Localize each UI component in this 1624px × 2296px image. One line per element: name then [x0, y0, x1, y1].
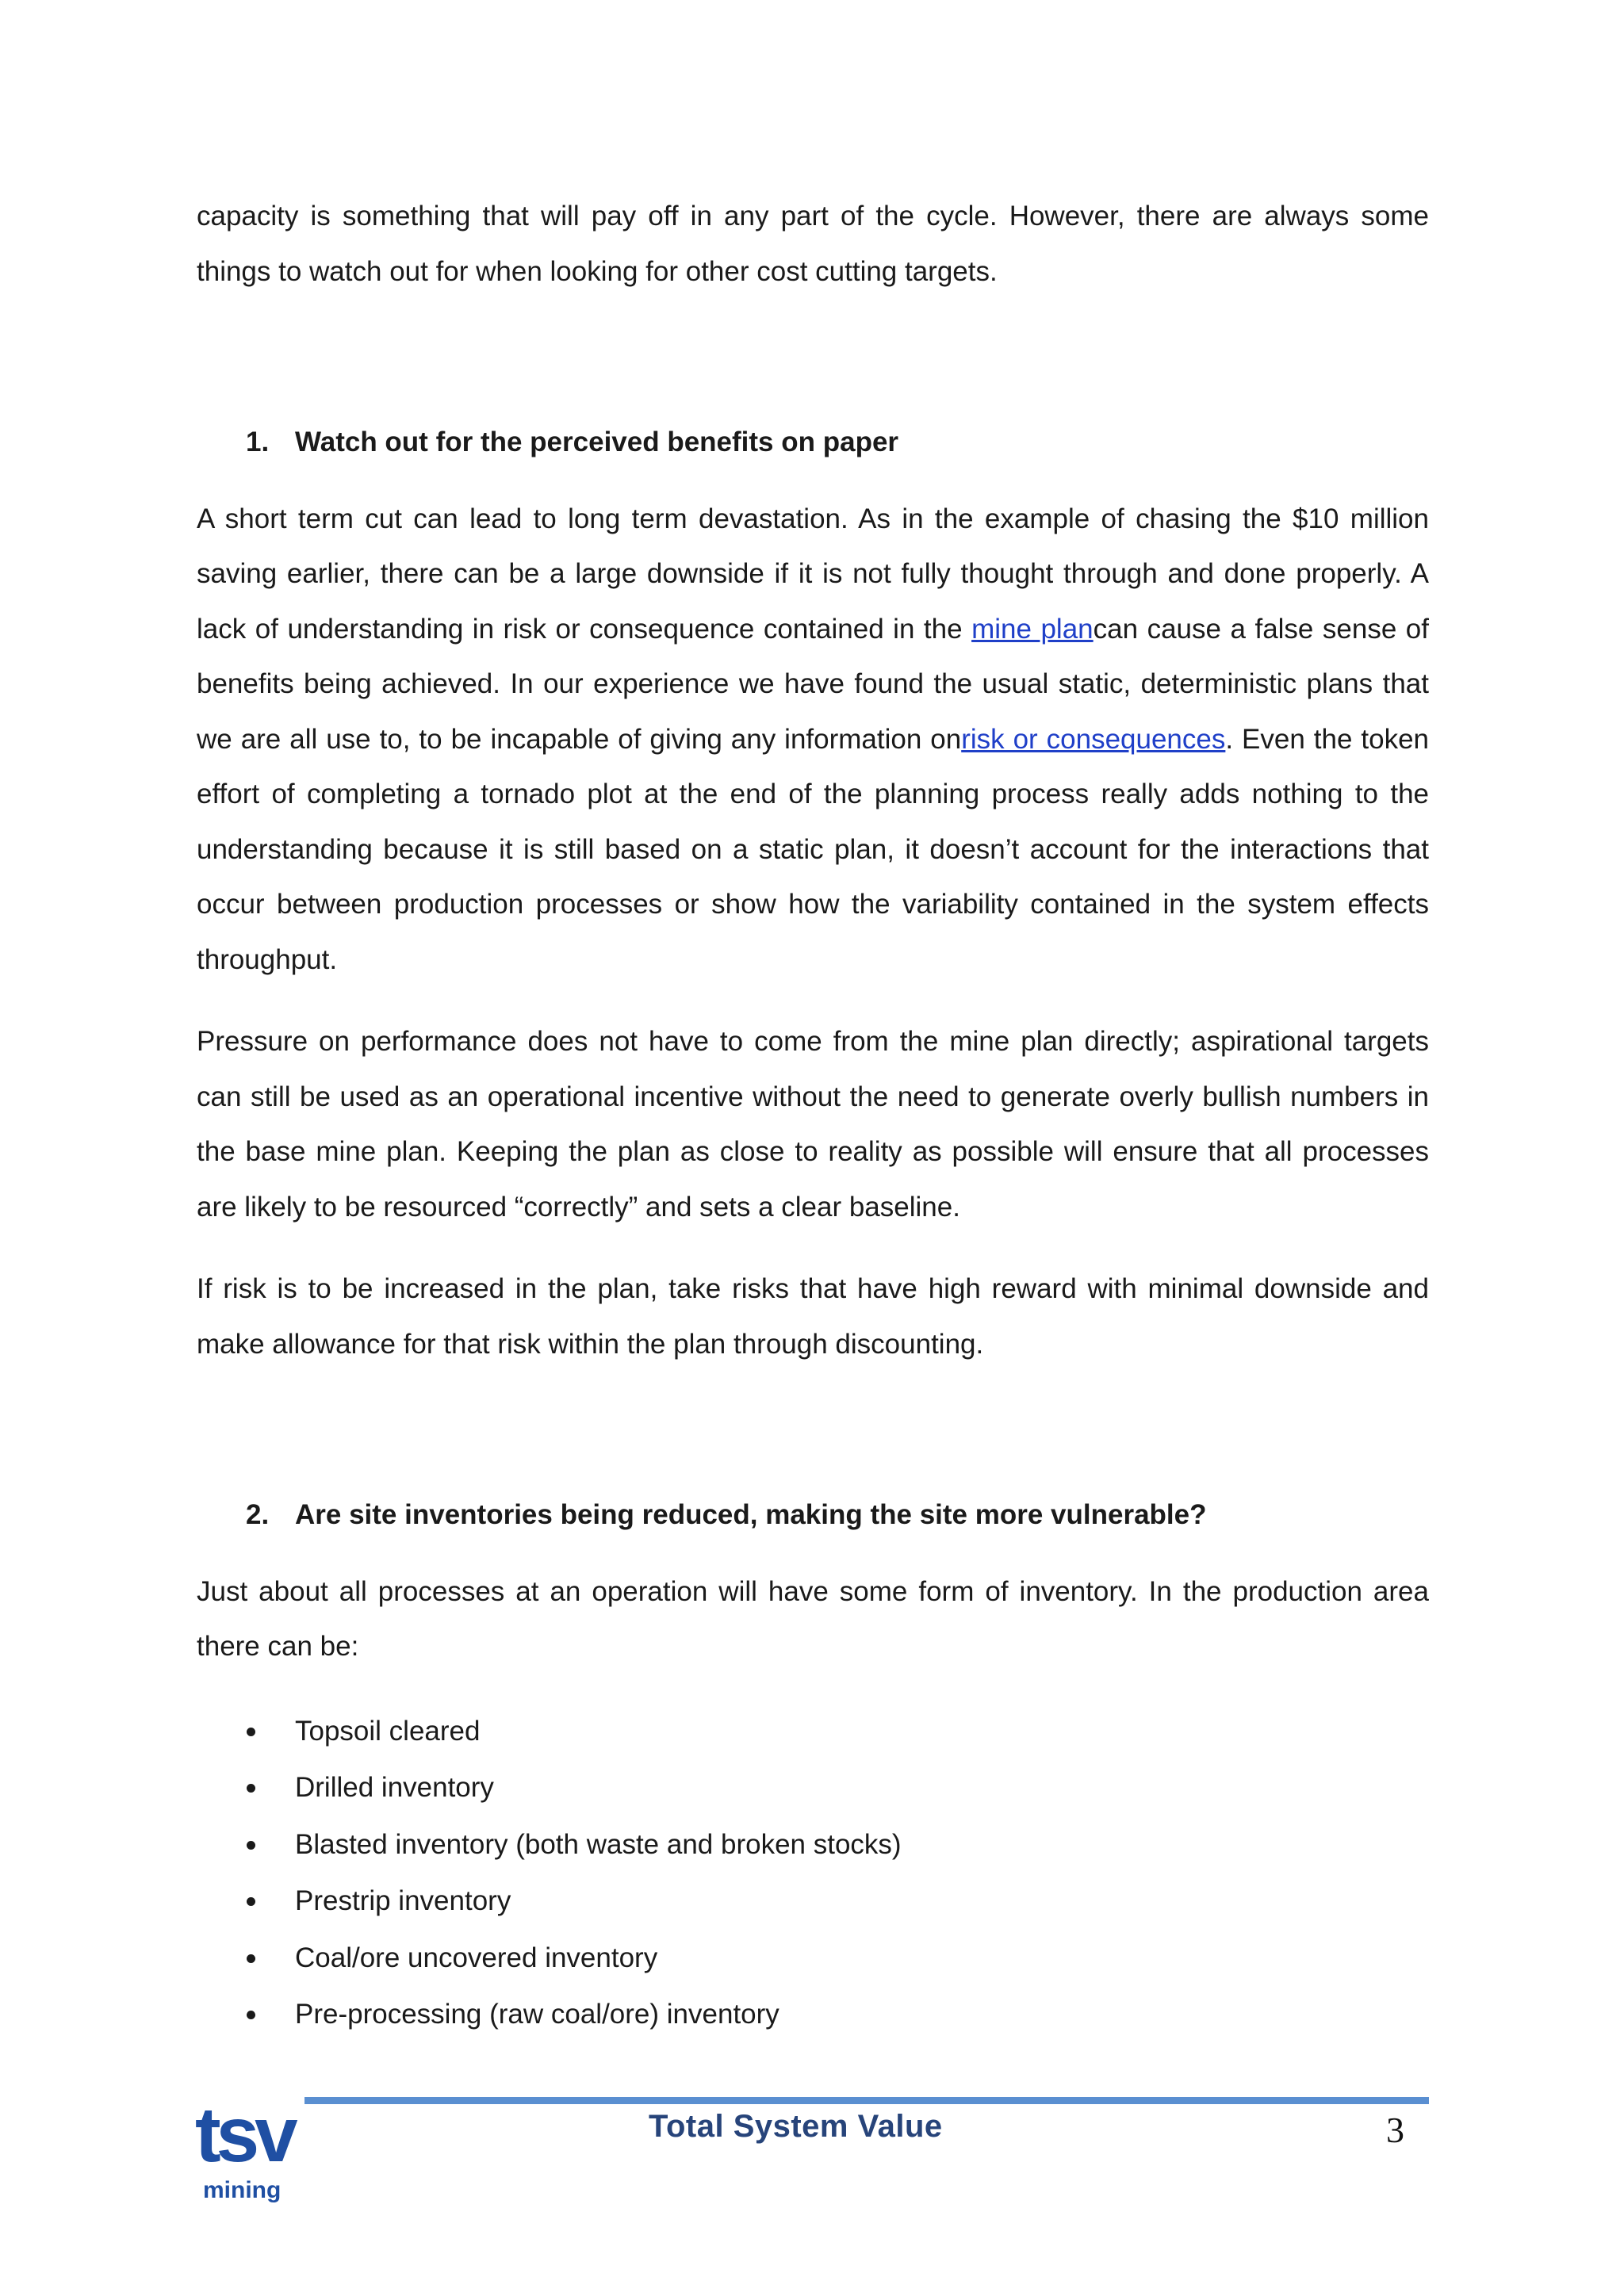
list-item — [197, 1986, 1429, 2043]
section-2-number: 2. — [246, 1499, 270, 1530]
section-1-paragraph-2: Pressure on performance does not have to come from the mine plan directly; aspirational targets can still be used as an operational incentive without the need to generate overly bullish numbers in the base mine plan. Keeping the plan as close to reality as possible will ensure that all processes are likely to be resourced “correctly” and sets a clear baseline. — [197, 1026, 1429, 1223]
logo-wordmark: tsv — [195, 2093, 293, 2178]
section-1-p1-text-c: . Even the token effort of completing a tornado plot at the end of the planning process really adds nothing to the understanding because it is still based on a static plan, it doesn’t account for the interactions that occur between production processes or show how the variability contained in the system effects throughput. — [197, 723, 1429, 975]
intro-paragraph: capacity is something that will pay off in any part of the cycle. However, there are always some things to watch out for when looking for other cost cutting targets. — [197, 201, 1429, 287]
spacer — [197, 299, 1429, 415]
section-2-paragraph-1: Just about all processes at an operation will have some form of inventory. In the production area there can be: — [197, 1575, 1429, 1662]
spacer — [197, 1372, 1429, 1487]
section-1-title: Watch out for the perceived benefits on paper — [295, 427, 899, 457]
section-2-title: Are site inventories being reduced, making the site more vulnerable? — [295, 1499, 1207, 1530]
list-item-text: Blasted inventory (both waste and broken stocks) — [295, 1828, 902, 1860]
section-1-number: 1. — [246, 427, 270, 457]
spacer — [197, 1674, 1429, 1703]
section-1-p1-text-a: A short term cut can lead to long term devastation. As in the example of chasing the $10 million saving earlier, there can be a large downside if it is not fully thought through and done properly. A lack of understanding in risk or consequence contained in the — [197, 503, 1429, 645]
spacer — [197, 987, 1429, 1014]
bullet-icon — [247, 1954, 255, 1963]
footer-divider — [304, 2097, 1429, 2104]
section-1-p1-text-b: can cause a false sense of benefits being achieved. In our experience we have found the usual static, deterministic plans that we are all use to, to be incapable of giving any information on — [197, 613, 1429, 755]
section-1-paragraph-1 — [197, 492, 1429, 988]
list-item-text: Topsoil cleared — [295, 1715, 481, 1747]
bullet-icon — [247, 2011, 255, 2019]
bullet-icon — [247, 1841, 255, 1850]
list-item-text: Pre-processing (raw coal/ore) inventory — [295, 1999, 779, 2030]
bullet-icon — [247, 1784, 255, 1793]
risk-or-consequences-link[interactable]: risk or consequences — [961, 723, 1226, 755]
list-item — [197, 1930, 1429, 1987]
page-content — [197, 189, 1429, 2043]
list-item — [197, 1816, 1429, 1873]
tsv-logo-icon — [195, 2093, 314, 2204]
page-number: 3 — [1386, 2110, 1404, 2150]
tsv-mining-logo — [195, 2093, 314, 2204]
footer-title: Total System Value — [649, 2109, 943, 2144]
inventory-list — [197, 1703, 1429, 2043]
logo-subtext: mining — [203, 2177, 282, 2203]
list-item-text: Coal/ore uncovered inventory — [295, 1942, 658, 1973]
mine-plan-link[interactable]: mine plan — [971, 613, 1094, 645]
spacer — [197, 1234, 1429, 1261]
list-item — [197, 1703, 1429, 1760]
bullet-icon — [247, 1728, 255, 1736]
bullet-icon — [247, 1897, 255, 1906]
spacer — [197, 470, 1429, 492]
list-item — [197, 1759, 1429, 1816]
list-item — [197, 1873, 1429, 1930]
section-1-paragraph-3: If risk is to be increased in the plan, take risks that have high reward with minimal downside and make allowance for that risk within the plan through discounting. — [197, 1273, 1429, 1360]
list-item-text: Drilled inventory — [295, 1772, 494, 1803]
section-2-heading — [197, 1487, 1429, 1543]
section-1-heading — [197, 415, 1429, 470]
list-item-text: Prestrip inventory — [295, 1885, 511, 1916]
spacer — [197, 1543, 1429, 1564]
